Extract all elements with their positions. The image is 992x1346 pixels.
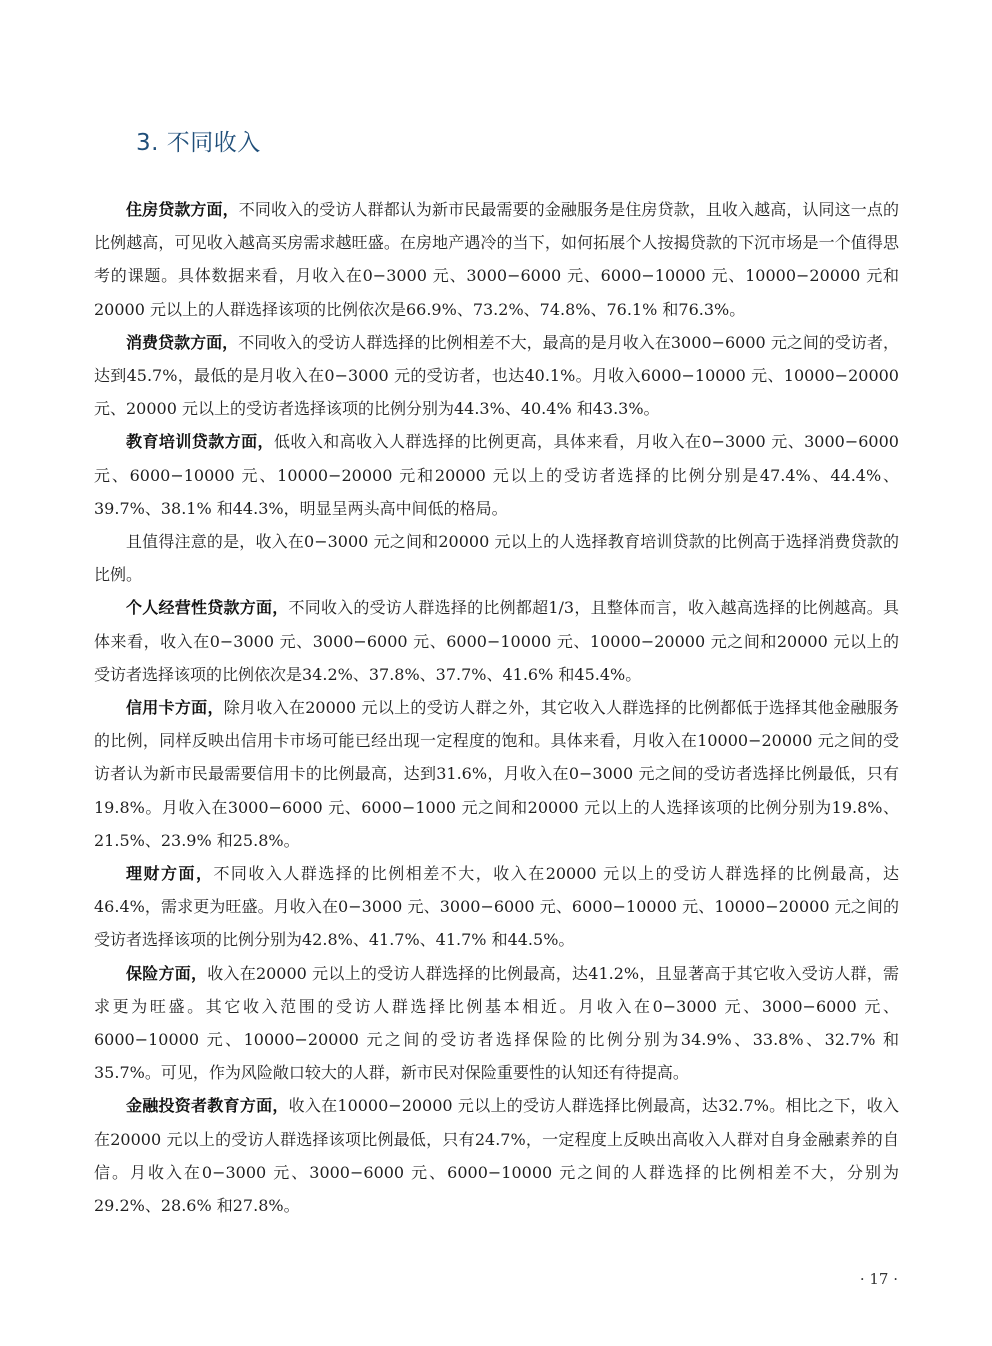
paragraph-lead: 金融投资者教育方面， (126, 1096, 289, 1116)
paragraph-text: 不同收入的受访人群都认为新市民最需要的金融服务是住房贷款，且收入越高，认同这一点的比例越高，可见收入越高买房需求越旺盛。在房地产遇冷的当下，如何拓展个人按揭贷款的下沉市场是一个值得思考的课题。具体数据来看，月收入在0−3000 元、3000−6000 元、6000−10000 元、10000−20000 元和20000 元以上的人群选择该项的比例依次是66.9%、73.2%、74.8%、76.1% 和76.3%。 (94, 200, 899, 319)
paragraph-business-loan (94, 591, 899, 691)
body-text (94, 193, 899, 1222)
paragraph-wealth-management (94, 857, 899, 957)
paragraph-lead: 消费贷款方面， (126, 332, 239, 352)
section-title: 3. 不同收入 (136, 130, 261, 156)
paragraph-lead: 信用卡方面， (126, 698, 224, 718)
paragraph-housing-loan (94, 193, 899, 326)
paragraph-credit-card (94, 691, 899, 857)
paragraph-lead: 教育培训贷款方面， (126, 432, 274, 452)
paragraph-lead: 住房贷款方面， (126, 200, 239, 219)
paragraph-text: 不同收入人群选择的比例相差不大，收入在20000 元以上的受访人群选择的比例最高，达46.4%，需求更为旺盛。月收入在0−3000 元、3000−6000 元、6000−10000 元、10000−20000 元之间的受访者选择该项的比例分别为42.8%、41.7%、41.7% 和44.5%。 (94, 864, 899, 950)
paragraph-insurance (94, 957, 899, 1090)
paragraph-education-loan (94, 425, 899, 525)
paragraph-text: 不同收入的受访人群选择的比例都超1/3，且整体而言，收入越高选择的比例越高。具体来看，收入在0−3000 元、3000−6000 元、6000−10000 元、10000−20000 元之间和20000 元以上的受访者选择该项的比例依次是34.2%、37.8%、37.7%、41.6% 和45.4%。 (94, 598, 899, 684)
paragraph-text: 收入在10000−20000 元以上的受访人群选择比例最高，达32.7%。相比之下，收入在20000 元以上的受访人群选择该项比例最低，只有24.7%，一定程度上反映出高收入人群对自身金融素养的自信。月收入在0−3000 元、3000−6000 元、6000−10000 元之间的人群选择的比例相差不大，分别为29.2%、28.6% 和27.8%。 (94, 1096, 899, 1216)
paragraph-text: 且值得注意的是，收入在0−3000 元之间和20000 元以上的人选择教育培训贷款的比例高于选择消费贷款的比例。 (94, 532, 899, 585)
paragraph-lead: 理财方面， (126, 864, 214, 884)
paragraph-lead: 个人经营性贷款方面， (126, 598, 289, 618)
paragraph-lead: 保险方面， (126, 963, 208, 983)
paragraph-investor-education (94, 1089, 899, 1222)
paragraph-text: 低收入和高收入人群选择的比例更高，具体来看，月收入在0−3000 元、3000−6000 元、6000−10000 元、10000−20000 元和20000 元以上的受访者选择的比例分别是47.4%、44.4%、39.7%、38.1% 和44.3%，明显呈两头高中间低的格局。 (94, 432, 899, 518)
paragraph-education-note (94, 525, 899, 591)
paragraph-text: 除月收入在20000 元以上的受访人群之外，其它收入人群选择的比例都低于选择其他金融服务的比例，同样反映出信用卡市场可能已经出现一定程度的饱和。具体来看，月收入在10000−20000 元之间的受访者认为新市民最需要信用卡的比例最高，达到31.6%，月收入在0−3000 元之间的受访者选择比例最低，只有19.8%。月收入在3000−6000 元、6000−1000 元之间和20000 元以上的人选择该项的比例分别为19.8%、21.5%、23.9% 和25.8%。 (94, 698, 899, 850)
paragraph-consumer-loan (94, 326, 899, 426)
page-number: · 17 · (859, 1270, 898, 1288)
paragraph-text: 不同收入的受访人群选择的比例相差不大，最高的是月收入在3000−6000 元之间的受访者，达到45.7%，最低的是月收入在0−3000 元的受访者，也达40.1%。月收入6000−10000 元、10000−20000 元、20000 元以上的受访者选择该项的比例分别为44.3%、40.4% 和43.3%。 (94, 332, 899, 419)
paragraph-text: 收入在20000 元以上的受访人群选择的比例最高，达41.2%，且显著高于其它收入受访人群，需求更为旺盛。其它收入范围的受访人群选择比例基本相近。月收入在0−3000 元、3000−6000 元、6000−10000 元、10000−20000 元之间的受访者选择保险的比例分别为34.9%、33.8%、32.7% 和35.7%。可见，作为风险敞口较大的人群，新市民对保险重要性的认知还有待提高。 (94, 963, 899, 1083)
